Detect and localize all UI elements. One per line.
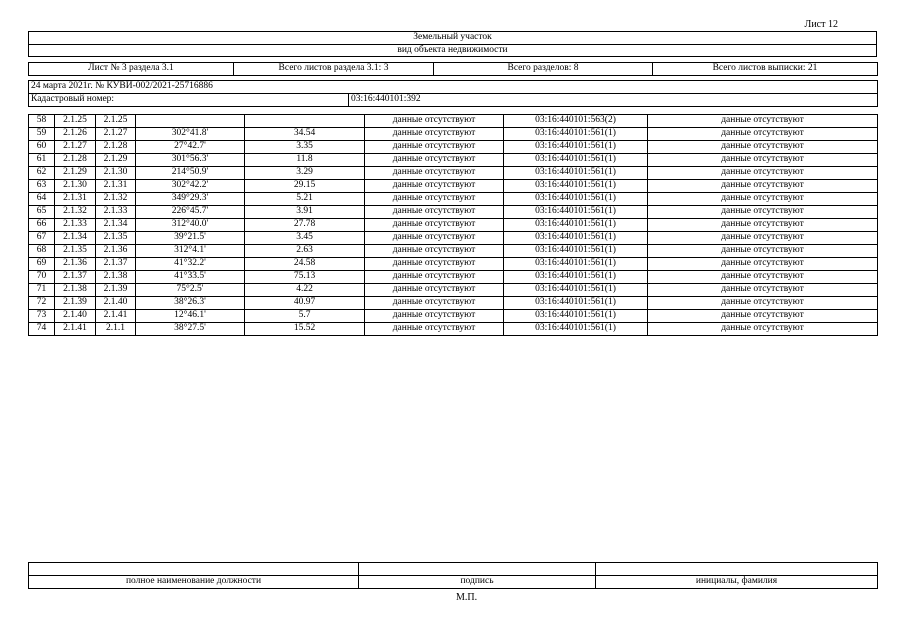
- boundary-description: данные отсутствуют: [365, 167, 504, 180]
- point-from: 2.1.28: [55, 154, 96, 167]
- horizontal-distance: 27.78: [245, 219, 365, 232]
- boundary-description: данные отсутствуют: [365, 206, 504, 219]
- adjacent-owner: данные отсутствуют: [648, 206, 878, 219]
- adjacent-parcel: 03:16:440101:561(1): [504, 284, 648, 297]
- point-from: 2.1.39: [55, 297, 96, 310]
- object-subtitle: вид объекта недвижимости: [29, 44, 877, 57]
- adjacent-parcel: 03:16:440101:561(1): [504, 167, 648, 180]
- total-sheets-extract: Всего листов выписки: 21: [653, 63, 878, 76]
- adjacent-owner: данные отсутствуют: [648, 232, 878, 245]
- point-to: 2.1.33: [96, 206, 136, 219]
- horizontal-distance: 15.52: [245, 323, 365, 336]
- adjacent-owner: данные отсутствуют: [648, 193, 878, 206]
- point-from: 2.1.30: [55, 180, 96, 193]
- point-to: 2.1.39: [96, 284, 136, 297]
- adjacent-owner: данные отсутствуют: [648, 297, 878, 310]
- signature-caption: подпись: [359, 576, 596, 589]
- signature-blank: [359, 563, 596, 576]
- adjacent-owner: данные отсутствуют: [648, 141, 878, 154]
- horizontal-distance: 5.7: [245, 310, 365, 323]
- adjacent-owner: данные отсутствуют: [648, 154, 878, 167]
- point-to: 2.1.32: [96, 193, 136, 206]
- row-number: 62: [29, 167, 55, 180]
- direction-angle: 214°50.9': [136, 167, 245, 180]
- horizontal-distance: 2.63: [245, 245, 365, 258]
- row-number: 64: [29, 193, 55, 206]
- boundary-description: данные отсутствуют: [365, 297, 504, 310]
- table-row: [29, 128, 878, 141]
- adjacent-parcel: 03:16:440101:561(1): [504, 219, 648, 232]
- horizontal-distance: [245, 115, 365, 128]
- horizontal-distance: 29.15: [245, 180, 365, 193]
- horizontal-distance: 3.45: [245, 232, 365, 245]
- direction-angle: 302°41.8': [136, 128, 245, 141]
- horizontal-distance: 75.13: [245, 271, 365, 284]
- horizontal-distance: 34.54: [245, 128, 365, 141]
- adjacent-owner: данные отсутствуют: [648, 310, 878, 323]
- adjacent-parcel: 03:16:440101:561(1): [504, 180, 648, 193]
- sheet-section: Лист № 3 раздела 3.1: [29, 63, 234, 76]
- row-number: 60: [29, 141, 55, 154]
- adjacent-owner: данные отсутствуют: [648, 219, 878, 232]
- table-row: [29, 310, 878, 323]
- date-number: 24 марта 2021г. № КУВИ-002/2021-25716886: [29, 81, 878, 94]
- adjacent-parcel: 03:16:440101:561(1): [504, 297, 648, 310]
- row-number: 72: [29, 297, 55, 310]
- position-caption: полное наименование должности: [29, 576, 359, 589]
- point-to: 2.1.28: [96, 141, 136, 154]
- point-to: 2.1.27: [96, 128, 136, 141]
- adjacent-owner: данные отсутствуют: [648, 271, 878, 284]
- horizontal-distance: 4.22: [245, 284, 365, 297]
- row-number: 58: [29, 115, 55, 128]
- point-from: 2.1.32: [55, 206, 96, 219]
- sheet-meta: [28, 62, 878, 76]
- point-from: 2.1.40: [55, 310, 96, 323]
- adjacent-owner: данные отсутствуют: [648, 323, 878, 336]
- direction-angle: 27°42.7': [136, 141, 245, 154]
- point-from: 2.1.31: [55, 193, 96, 206]
- adjacent-owner: данные отсутствуют: [648, 245, 878, 258]
- table-row: [29, 323, 878, 336]
- table-row: [29, 219, 878, 232]
- boundary-description: данные отсутствуют: [365, 284, 504, 297]
- horizontal-distance: 3.35: [245, 141, 365, 154]
- table-row: [29, 245, 878, 258]
- table-row: [29, 284, 878, 297]
- table-row: [29, 206, 878, 219]
- horizontal-distance: 11.8: [245, 154, 365, 167]
- horizontal-distance: 3.91: [245, 206, 365, 219]
- point-from: 2.1.29: [55, 167, 96, 180]
- point-to: 2.1.29: [96, 154, 136, 167]
- point-to: 2.1.30: [96, 167, 136, 180]
- boundary-table-body: [29, 115, 878, 336]
- table-row: [29, 258, 878, 271]
- table-row: [29, 167, 878, 180]
- point-to: 2.1.1: [96, 323, 136, 336]
- adjacent-owner: данные отсутствуют: [648, 115, 878, 128]
- point-to: 2.1.34: [96, 219, 136, 232]
- adjacent-parcel: 03:16:440101:561(1): [504, 245, 648, 258]
- direction-angle: 38°26.3': [136, 297, 245, 310]
- adjacent-parcel: 03:16:440101:561(1): [504, 258, 648, 271]
- boundary-description: данные отсутствуют: [365, 271, 504, 284]
- direction-angle: 41°32.2': [136, 258, 245, 271]
- boundary-description: данные отсутствуют: [365, 180, 504, 193]
- adjacent-owner: данные отсутствуют: [648, 284, 878, 297]
- point-from: 2.1.25: [55, 115, 96, 128]
- point-from: 2.1.37: [55, 271, 96, 284]
- object-title: Земельный участок: [29, 32, 877, 45]
- adjacent-owner: данные отсутствуют: [648, 180, 878, 193]
- direction-angle: 301°56.3': [136, 154, 245, 167]
- row-number: 70: [29, 271, 55, 284]
- boundary-description: данные отсутствуют: [365, 258, 504, 271]
- adjacent-parcel: 03:16:440101:563(2): [504, 115, 648, 128]
- row-number: 69: [29, 258, 55, 271]
- point-to: 2.1.37: [96, 258, 136, 271]
- direction-angle: 12°46.1': [136, 310, 245, 323]
- direction-angle: 312°4.1': [136, 245, 245, 258]
- point-to: 2.1.25: [96, 115, 136, 128]
- boundary-description: данные отсутствуют: [365, 232, 504, 245]
- row-number: 59: [29, 128, 55, 141]
- row-number: 73: [29, 310, 55, 323]
- table-row: [29, 193, 878, 206]
- direction-angle: 39°21.5': [136, 232, 245, 245]
- name-caption: инициалы, фамилия: [596, 576, 878, 589]
- adjacent-owner: данные отсутствуют: [648, 167, 878, 180]
- adjacent-parcel: 03:16:440101:561(1): [504, 206, 648, 219]
- direction-angle: 75°2.5': [136, 284, 245, 297]
- boundary-description: данные отсутствуют: [365, 141, 504, 154]
- row-number: 63: [29, 180, 55, 193]
- boundary-description: данные отсутствуют: [365, 193, 504, 206]
- point-to: 2.1.31: [96, 180, 136, 193]
- point-from: 2.1.38: [55, 284, 96, 297]
- sheet-number: Лист 12: [804, 19, 838, 30]
- point-from: 2.1.27: [55, 141, 96, 154]
- position-blank: [29, 563, 359, 576]
- point-to: 2.1.35: [96, 232, 136, 245]
- point-from: 2.1.26: [55, 128, 96, 141]
- table-row: [29, 115, 878, 128]
- adjacent-owner: данные отсутствуют: [648, 128, 878, 141]
- point-to: 2.1.36: [96, 245, 136, 258]
- adjacent-parcel: 03:16:440101:561(1): [504, 271, 648, 284]
- name-blank: [596, 563, 878, 576]
- boundary-description: данные отсутствуют: [365, 115, 504, 128]
- direction-angle: 312°40.0': [136, 219, 245, 232]
- point-from: 2.1.33: [55, 219, 96, 232]
- direction-angle: 349°29.3': [136, 193, 245, 206]
- adjacent-parcel: 03:16:440101:561(1): [504, 128, 648, 141]
- total-sections: Всего разделов: 8: [434, 63, 653, 76]
- adjacent-parcel: 03:16:440101:561(1): [504, 232, 648, 245]
- signature-block: [28, 562, 878, 589]
- boundary-description: данные отсутствуют: [365, 154, 504, 167]
- table-row: [29, 271, 878, 284]
- adjacent-parcel: 03:16:440101:561(1): [504, 193, 648, 206]
- horizontal-distance: 3.29: [245, 167, 365, 180]
- horizontal-distance: 40.97: [245, 297, 365, 310]
- point-from: 2.1.34: [55, 232, 96, 245]
- table-row: [29, 141, 878, 154]
- adjacent-parcel: 03:16:440101:561(1): [504, 141, 648, 154]
- boundary-description: данные отсутствуют: [365, 219, 504, 232]
- row-number: 66: [29, 219, 55, 232]
- point-to: 2.1.40: [96, 297, 136, 310]
- horizontal-distance: 24.58: [245, 258, 365, 271]
- cadastral-label: Кадастровый номер:: [29, 94, 349, 107]
- point-to: 2.1.41: [96, 310, 136, 323]
- boundary-description: данные отсутствуют: [365, 128, 504, 141]
- direction-angle: 302°42.2': [136, 180, 245, 193]
- table-row: [29, 297, 878, 310]
- direction-angle: 41°33.5': [136, 271, 245, 284]
- row-number: 74: [29, 323, 55, 336]
- adjacent-parcel: 03:16:440101:561(1): [504, 323, 648, 336]
- adjacent-parcel: 03:16:440101:561(1): [504, 154, 648, 167]
- object-header: [28, 31, 877, 57]
- boundary-table: [28, 114, 878, 336]
- table-row: [29, 154, 878, 167]
- row-number: 68: [29, 245, 55, 258]
- point-to: 2.1.38: [96, 271, 136, 284]
- row-number: 67: [29, 232, 55, 245]
- row-number: 65: [29, 206, 55, 219]
- horizontal-distance: 5.21: [245, 193, 365, 206]
- direction-angle: [136, 115, 245, 128]
- total-sheets-section: Всего листов раздела 3.1: 3: [234, 63, 434, 76]
- table-row: [29, 232, 878, 245]
- adjacent-owner: данные отсутствуют: [648, 258, 878, 271]
- stamp-place: М.П.: [456, 592, 478, 603]
- boundary-description: данные отсутствуют: [365, 323, 504, 336]
- point-from: 2.1.35: [55, 245, 96, 258]
- row-number: 71: [29, 284, 55, 297]
- direction-angle: 226°45.7': [136, 206, 245, 219]
- row-number: 61: [29, 154, 55, 167]
- cadastral-value: 03:16:440101:392: [349, 94, 878, 107]
- point-from: 2.1.41: [55, 323, 96, 336]
- extract-info: [28, 80, 878, 107]
- table-row: [29, 180, 878, 193]
- boundary-description: данные отсутствуют: [365, 245, 504, 258]
- boundary-description: данные отсутствуют: [365, 310, 504, 323]
- adjacent-parcel: 03:16:440101:561(1): [504, 310, 648, 323]
- direction-angle: 38°27.5': [136, 323, 245, 336]
- point-from: 2.1.36: [55, 258, 96, 271]
